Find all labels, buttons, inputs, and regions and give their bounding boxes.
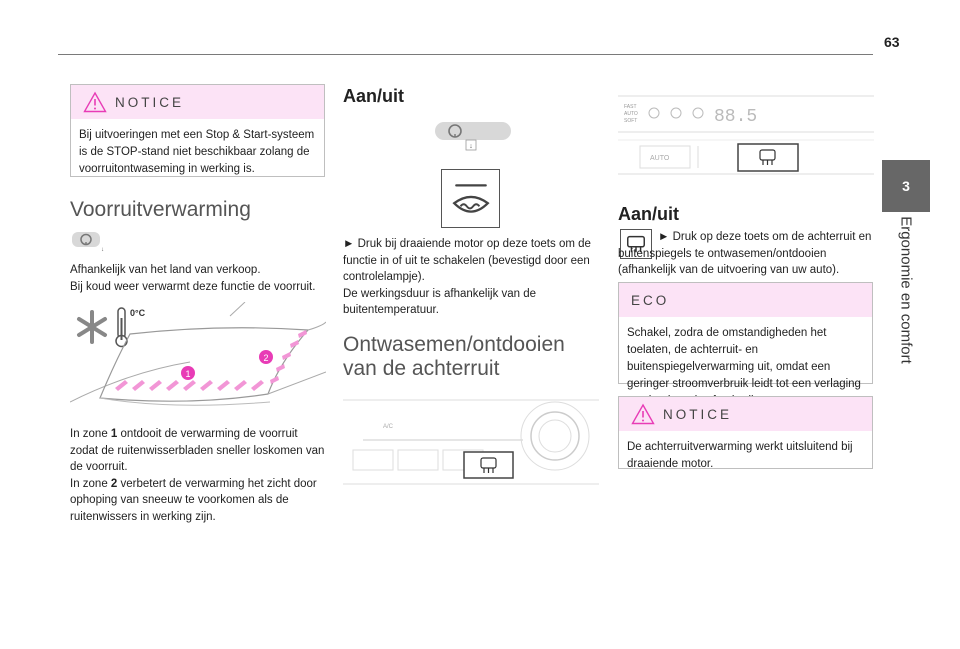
- section-heading-rear-window: Ontwasemen/ontdooien van de achterruit: [343, 333, 565, 380]
- ac-label: A/C: [383, 424, 394, 430]
- temperature-label: 0°C: [130, 308, 146, 318]
- chapter-title: Ergonomie en comfort: [897, 216, 915, 364]
- windscreen-heating-button[interactable]: [441, 169, 500, 228]
- eco-header: ECO: [619, 283, 872, 317]
- zone2-marker-label: 2: [263, 353, 269, 363]
- section-heading-on-off: Aan/uit: [343, 86, 404, 106]
- thermometer-icon: [116, 308, 127, 347]
- notice-header-2: [619, 397, 872, 431]
- notice-box: [70, 84, 325, 177]
- fast-label: FAST: [624, 104, 637, 110]
- temperature-display: 88.5: [714, 107, 758, 127]
- zone1-heating-marks: [115, 380, 264, 391]
- warning-icon: [631, 403, 655, 425]
- climate-panel-illustration: [343, 392, 599, 492]
- notice-text: Bij uitvoeringen met een Stop & Start-systeem is de STOP-stand niet beschikbaar zolang de voorruitontwaseming in werking is.: [79, 129, 315, 175]
- rear-window-heating-button[interactable]: [464, 452, 513, 478]
- duration-note: De werkingsduur is afhankelijk van de buitentemperatuur.: [343, 287, 537, 316]
- section-heading-windscreen: Voorruitverwarming: [70, 198, 251, 221]
- warning-icon: [83, 91, 107, 113]
- windscreen-paragraph: [70, 262, 325, 295]
- eco-text: Schakel, zodra de omstandigheden het toelaten, de achterruit- en buitenspiegelverwarming uit, omdat een geringer stroomverbruik leidt tot een verlaging: [627, 327, 861, 390]
- auto-label: AUTO: [624, 111, 638, 117]
- press-instruction: ► Druk bij draaiende motor op deze toets om de functie in of uit te schakelen (bevestigd door een controlelampje).: [343, 238, 591, 283]
- notice-label-2: NOTICE: [663, 406, 733, 422]
- zone2-text: In zone 2 verbetert de verwarming het zicht door ophoping van sneeuw te voorkomen als de ruitenwissers in werking zijn.: [70, 477, 317, 523]
- function-description: Bij koud weer verwarmt deze functie de voorruit.: [70, 280, 316, 293]
- auto-button-label: AUTO: [650, 155, 670, 162]
- page-number: 63: [884, 34, 900, 50]
- zones-paragraph: [70, 426, 325, 525]
- notice-box-2: [618, 396, 873, 469]
- windscreen-heating-icon: [450, 178, 492, 220]
- eco-box: [618, 282, 873, 390]
- snowflake-icon: [79, 312, 105, 342]
- climate-panel-illustration-2: [618, 88, 874, 180]
- steering-wheel-icon: [72, 230, 106, 252]
- steering-wheel-icon: [435, 120, 511, 152]
- notice-text-2: De achterruitverwarming werkt uitsluitend bij draaiende motor.: [627, 441, 853, 470]
- on-off-paragraph: [343, 236, 600, 319]
- header-rule: [58, 54, 873, 55]
- rear-instruction: ► Druk op deze toets om de achterruit en buitenspiegels te ontwasemen/ontdooien (afhankelijk van de uitvoering van uw auto).: [618, 231, 872, 276]
- svg-text:↓: ↓: [101, 247, 104, 252]
- chapter-tab[interactable]: 3: [882, 160, 930, 212]
- notice-label: NOTICE: [115, 94, 185, 110]
- section-heading-on-off-2: Aan/uit: [618, 204, 679, 224]
- rear-window-heating-button[interactable]: [738, 144, 798, 171]
- availability-note: Afhankelijk van het land van verkoop.: [70, 264, 261, 276]
- zone1-marker-label: 1: [185, 369, 191, 379]
- zone1-text: In zone 1 ontdooit de verwarming de voorruit zodat de ruitenwisserbladen sneller loskomen van de voorruit.: [70, 428, 325, 473]
- windscreen-illustration: [70, 302, 326, 410]
- svg-text:↓: ↓: [469, 143, 473, 150]
- notice-header: [71, 85, 324, 119]
- soft-label: SOFT: [624, 118, 638, 124]
